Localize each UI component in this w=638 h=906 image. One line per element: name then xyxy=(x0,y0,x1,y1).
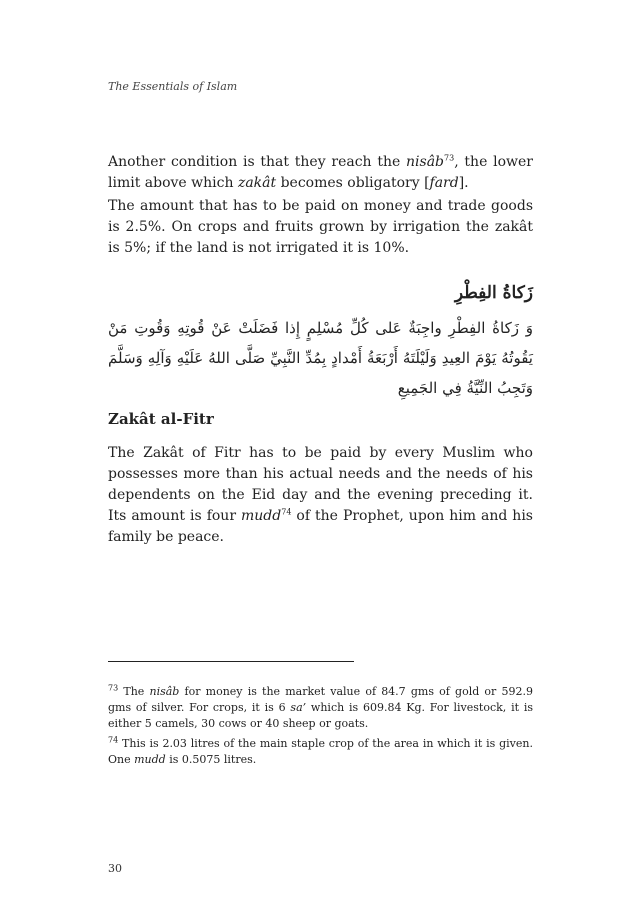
paragraph-nisab-condition: Another condition is that they reach the nisâb$^{73}$, the lower limit above which zakât becomes obligatory [fard]. xyxy=(108,153,533,191)
term-mudd: mudd xyxy=(241,508,282,524)
footnote-ref-73[interactable]: 73 xyxy=(444,153,455,163)
arabic-text: وَ زَكاةُ الفِطْرِ واجِبَةٌ عَلى كُلِّ مُسْلِمٍ إِذا فَضَلَتْ عَنْ قُوتِهِ وَقُوتِ مَنْ يَقُوتُهُ يَوْمَ العِيدِ وَلَيْلَتَهُ أَرْبَعَةُ أَمْدادٍ بِمُدِّ النَّبِيِّ صَلَّى اللهُ عَلَيْهِ وَآلِهِ وَسَلَّمَ وَتَجِبُ النِّيَّةُ فِي الجَمِيعِ xyxy=(108,319,533,397)
footnote-separator xyxy=(108,661,354,662)
footnote-73: $^{73}$ The nisâb for money is the market value of 84.7 gms of gold or 592.9 gms of silver. For crops, it is 6 sa’ which is 609.84 Kg. For livestock, it is either 5 camels, 30 cows or 40 sheep or goats. xyxy=(108,683,533,730)
paragraph-zakat-rates: The amount that has to be paid on money and trade goods is 2.5%. On crops and fruits grown by irrigation the zakât is 5%; if the land is not irrigated it is 10%. xyxy=(108,198,533,256)
footnote-ref-74[interactable]: 74 xyxy=(281,507,292,517)
term-fard: fard xyxy=(429,175,459,191)
footnote-number: 73 xyxy=(108,683,119,693)
section-heading-zakat-al-fitr: Zakât al-Fitr xyxy=(108,410,214,428)
term-zakat: zakât xyxy=(237,175,277,191)
footnote-74: $^{74}$ This is 2.03 litres of the main staple crop of the area in which it is given. One mudd is 0.5075 litres. xyxy=(108,735,533,766)
arabic-heading: زَكاةُ الفِطْرِ xyxy=(454,283,533,303)
term-nisab: nisâb xyxy=(406,154,445,170)
footnote-number: 74 xyxy=(108,735,119,745)
paragraph-zakat-fitr: The Zakât of Fitr has to be paid by every Muslim who possesses more than his actual needs and the needs of his dependents on the Eid day and the evening preceding it. Its amount is four mudd$^{74}$ of the Prophet, upon him and his family be peace. xyxy=(108,445,533,545)
running-header: The Essentials of Islam xyxy=(108,80,238,93)
page-number: 30 xyxy=(108,862,122,875)
